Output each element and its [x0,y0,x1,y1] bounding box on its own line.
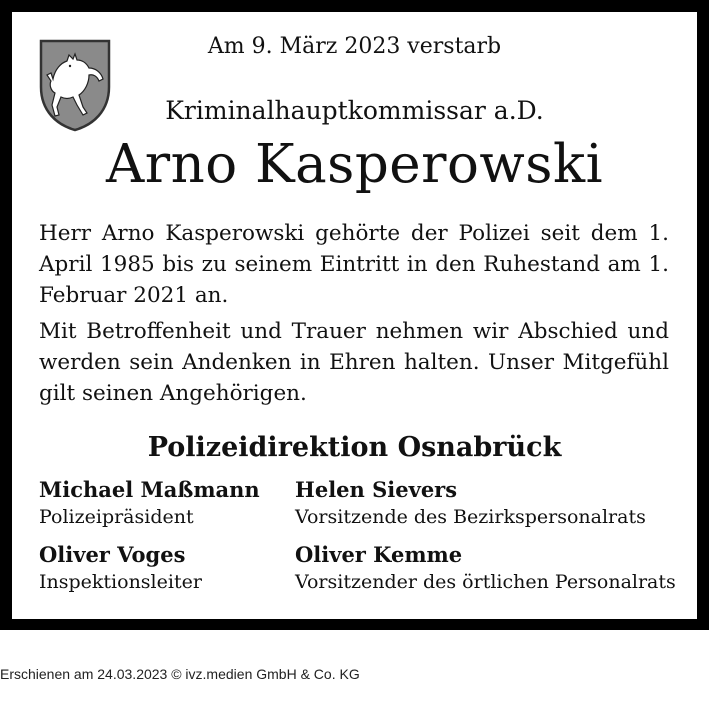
organization-name: Polizeidirektion Osnabrück [147,432,562,463]
publication-footer: Erschienen am 24.03.2023 © ivz.medien GmbH & Co. KG [0,666,360,682]
condolence-paragraph: Mit Betroffenheit und Trauer nehmen wir Abschied und werden sein Andenken in Ehren halten. Unser Mitgefühl gilt seinen Angehörigen. [39,319,669,406]
signatory-name: Oliver Voges [39,542,186,567]
signatory-role: Inspektionsleiter [39,571,202,593]
signatory-name: Oliver Kemme [295,542,463,567]
signatory-role: Vorsitzende des Bezirkspersonalrats [295,506,646,528]
signatory-role: Polizeipräsident [39,506,194,528]
signatory-name: Helen Sievers [295,477,458,502]
signatory [295,476,646,530]
signatory [295,541,676,595]
signatory-role: Vorsitzender des örtlichen Personalrats [295,571,676,593]
deceased-rank: Kriminalhauptkommissar a.D. [165,96,544,125]
obituary-notice [12,12,697,619]
service-paragraph: Herr Arno Kasperowski gehörte der Polizei seit dem 1. April 1985 bis zu seinem Eintritt in den Ruhestand am 1. Februar 2021 an. [39,221,669,308]
signatory [39,541,202,595]
deceased-name: Arno Kasperowski [105,134,604,195]
signatory [39,476,260,530]
signatory-name: Michael Maßmann [39,477,260,502]
death-announcement: Am 9. März 2023 verstarb [207,34,502,59]
